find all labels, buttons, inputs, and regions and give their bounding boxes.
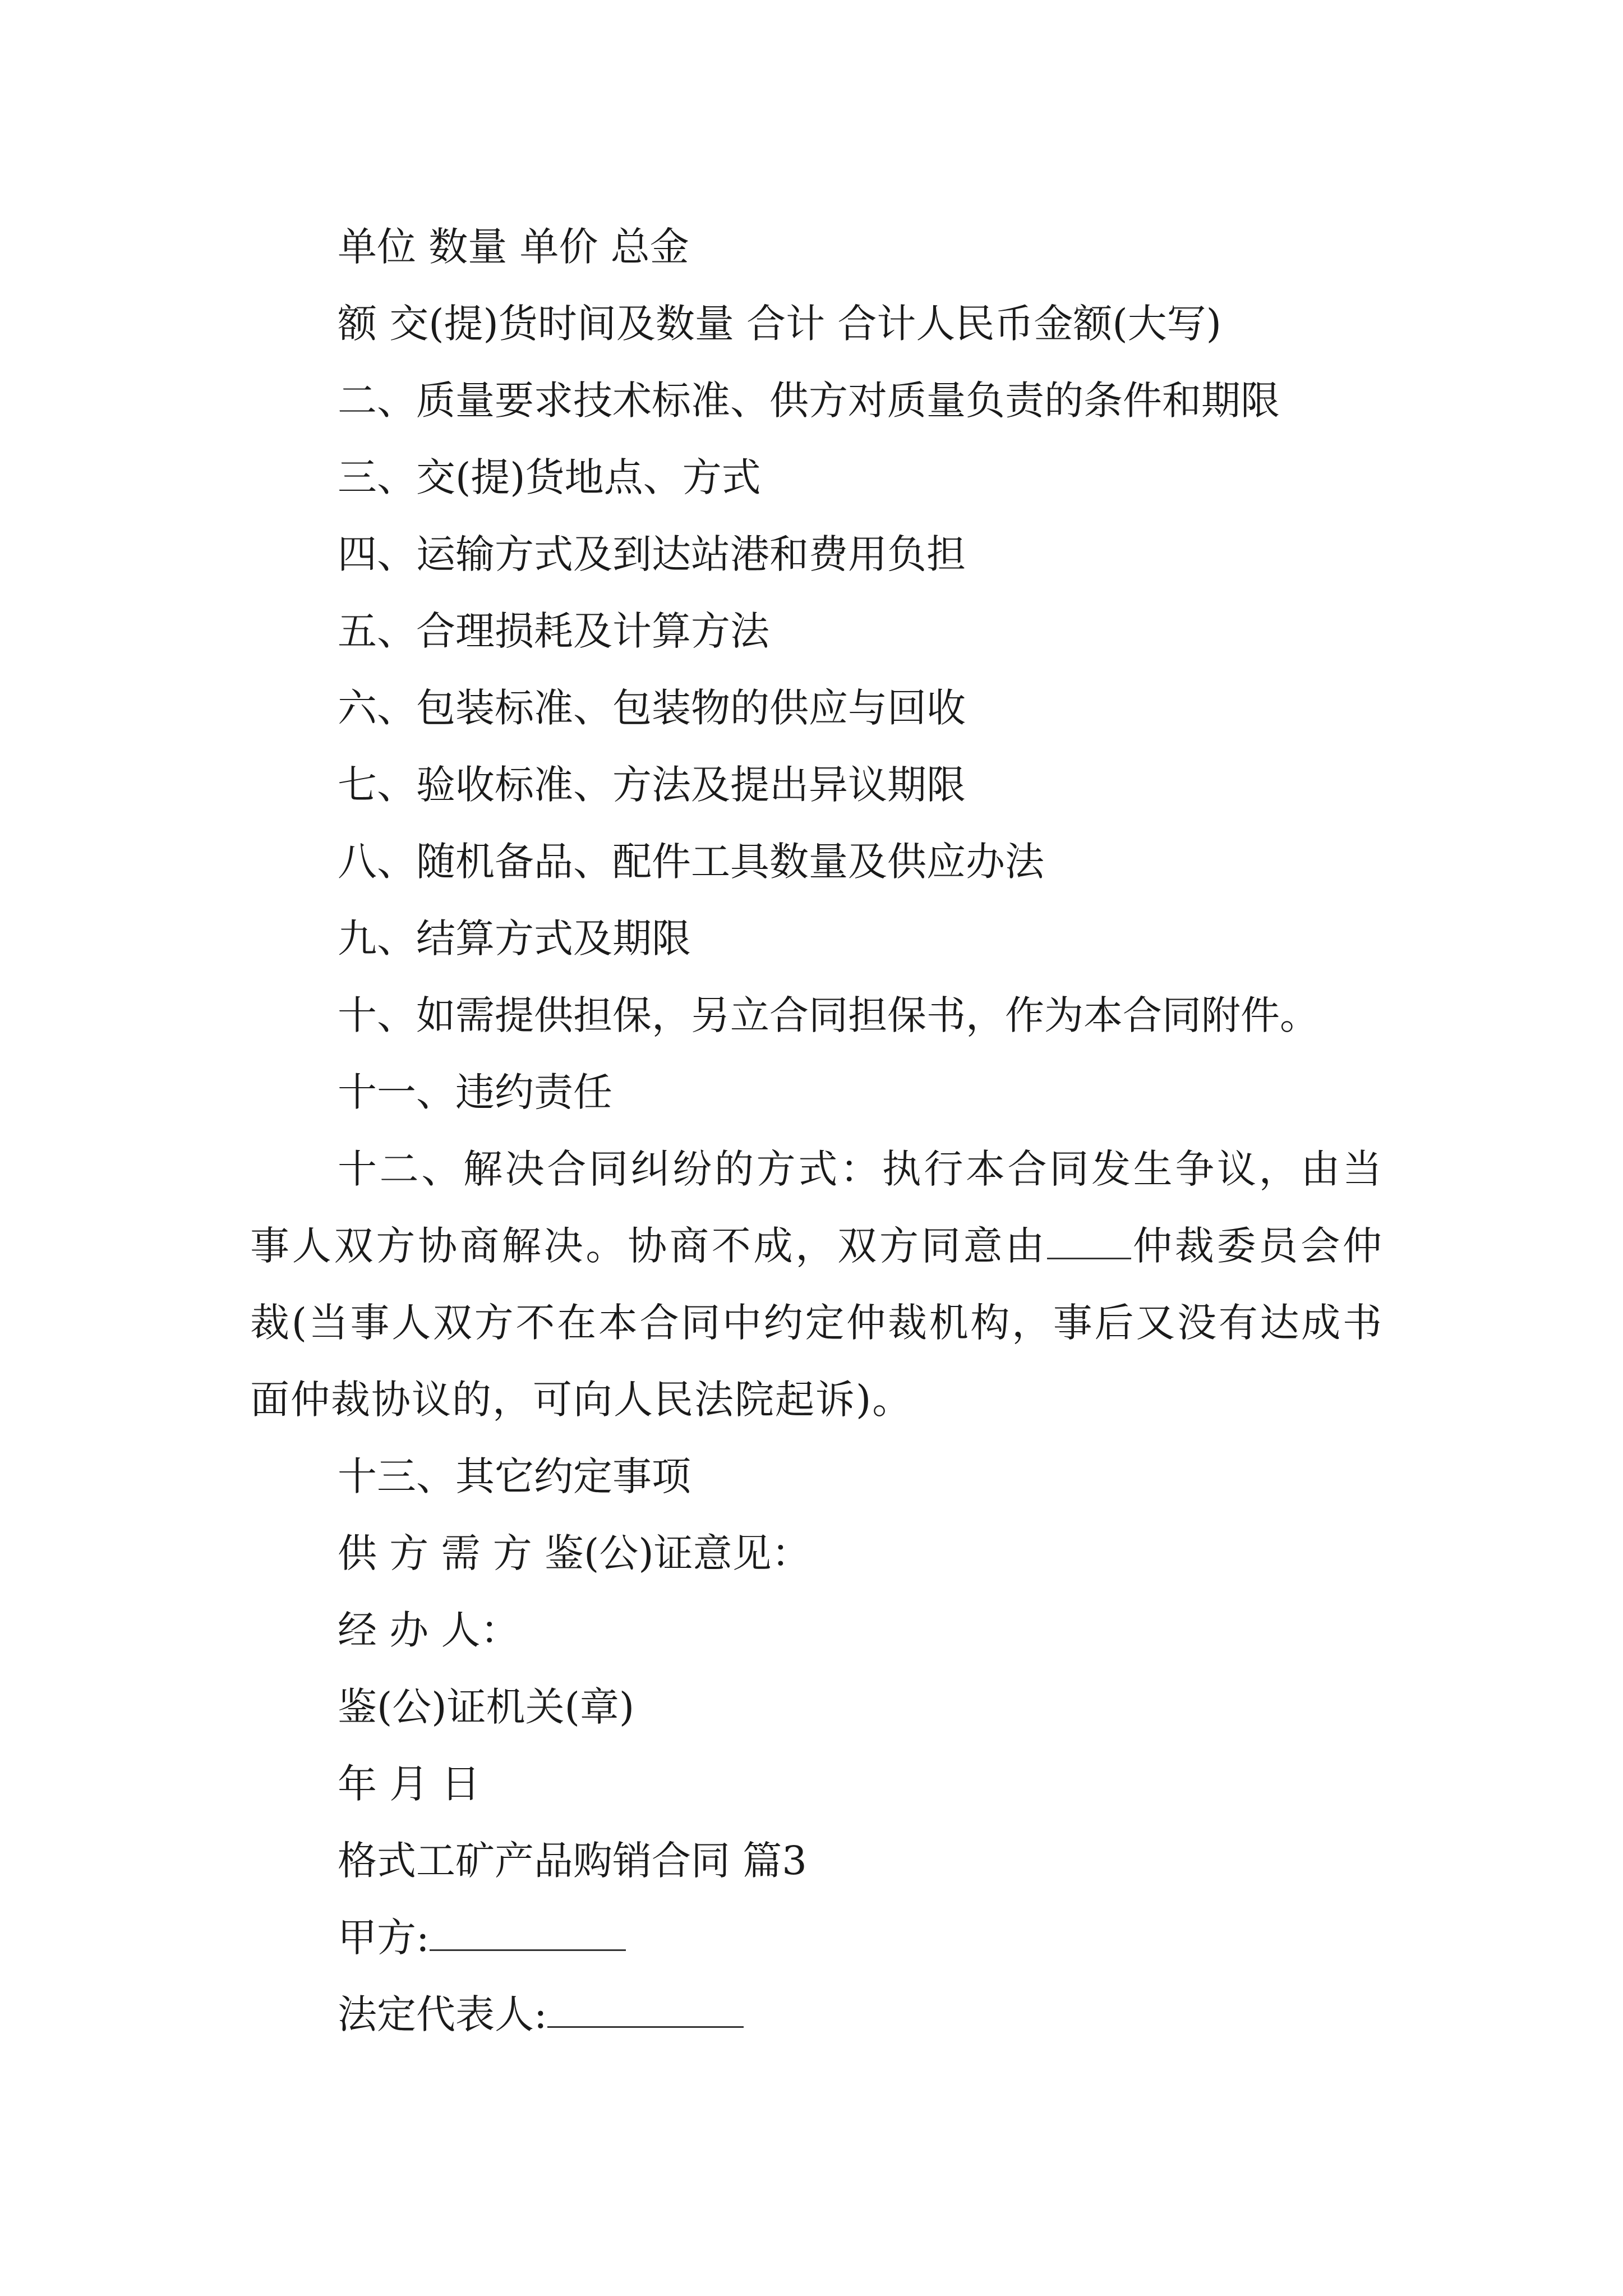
arbitration-committee-blank [1047,1225,1131,1259]
clause-2: 二、质量要求技术标准、供方对质量负责的条件和期限 [338,378,1280,424]
notary-seal-line: 鉴(公)证机关(章) [338,1684,635,1730]
party-a-blank [430,1917,626,1951]
clause-5: 五、合理损耗及计算方法 [338,608,769,654]
date-line: 年 月 日 [338,1761,481,1807]
contract-text [250,209,1383,2053]
clause-13: 十三、其它约定事项 [338,1453,691,1499]
table-header-line-1: 单位 数量 单价 总金 [338,224,689,270]
clause-9: 九、结算方式及期限 [338,915,691,961]
clause-11: 十一、违约责任 [338,1069,612,1115]
handler-line: 经 办 人： [338,1607,520,1653]
clause-6: 六、包装标准、包装物的供应与回收 [338,685,966,731]
legal-rep-line [250,1976,1383,2053]
clause-12-dispute-resolution [250,1131,1383,1438]
table-header-line-2: 额 交(提)货时间及数量 合计 合计人民币金额(大写) [338,301,1221,347]
party-a-line [250,1899,1383,1976]
signature-parties-line: 供 方 需 方 鉴(公)证意见： [338,1530,811,1576]
dispute-text-after: 仲裁委员会仲裁(当事人双方不在本合同中约定仲裁机构，事后又没有达成书面仲裁协议的，可向人民法院起诉)。 [250,1223,1384,1423]
legal-rep-blank [547,1994,744,2028]
party-a-label: 甲方: [338,1915,430,1961]
clause-8: 八、随机备品、配件工具数量及供应办法 [338,839,1044,885]
clause-7: 七、验收标准、方法及提出异议期限 [338,762,966,808]
legal-rep-label: 法定代表人: [338,1991,547,2037]
clause-10: 十、如需提供担保，另立合同担保书，作为本合同附件。 [338,992,1319,1038]
clause-3: 三、交(提)货地点、方式 [338,454,761,500]
clause-4: 四、运输方式及到达站港和费用负担 [338,531,966,577]
dispute-text-before: 十二、解决合同纠纷的方式：执行本合同发生争议，由当事人双方协商解决。协商不成，双方同意由 [250,1146,1383,1269]
section-title: 格式工矿产品购销合同 篇3 [338,1838,807,1884]
